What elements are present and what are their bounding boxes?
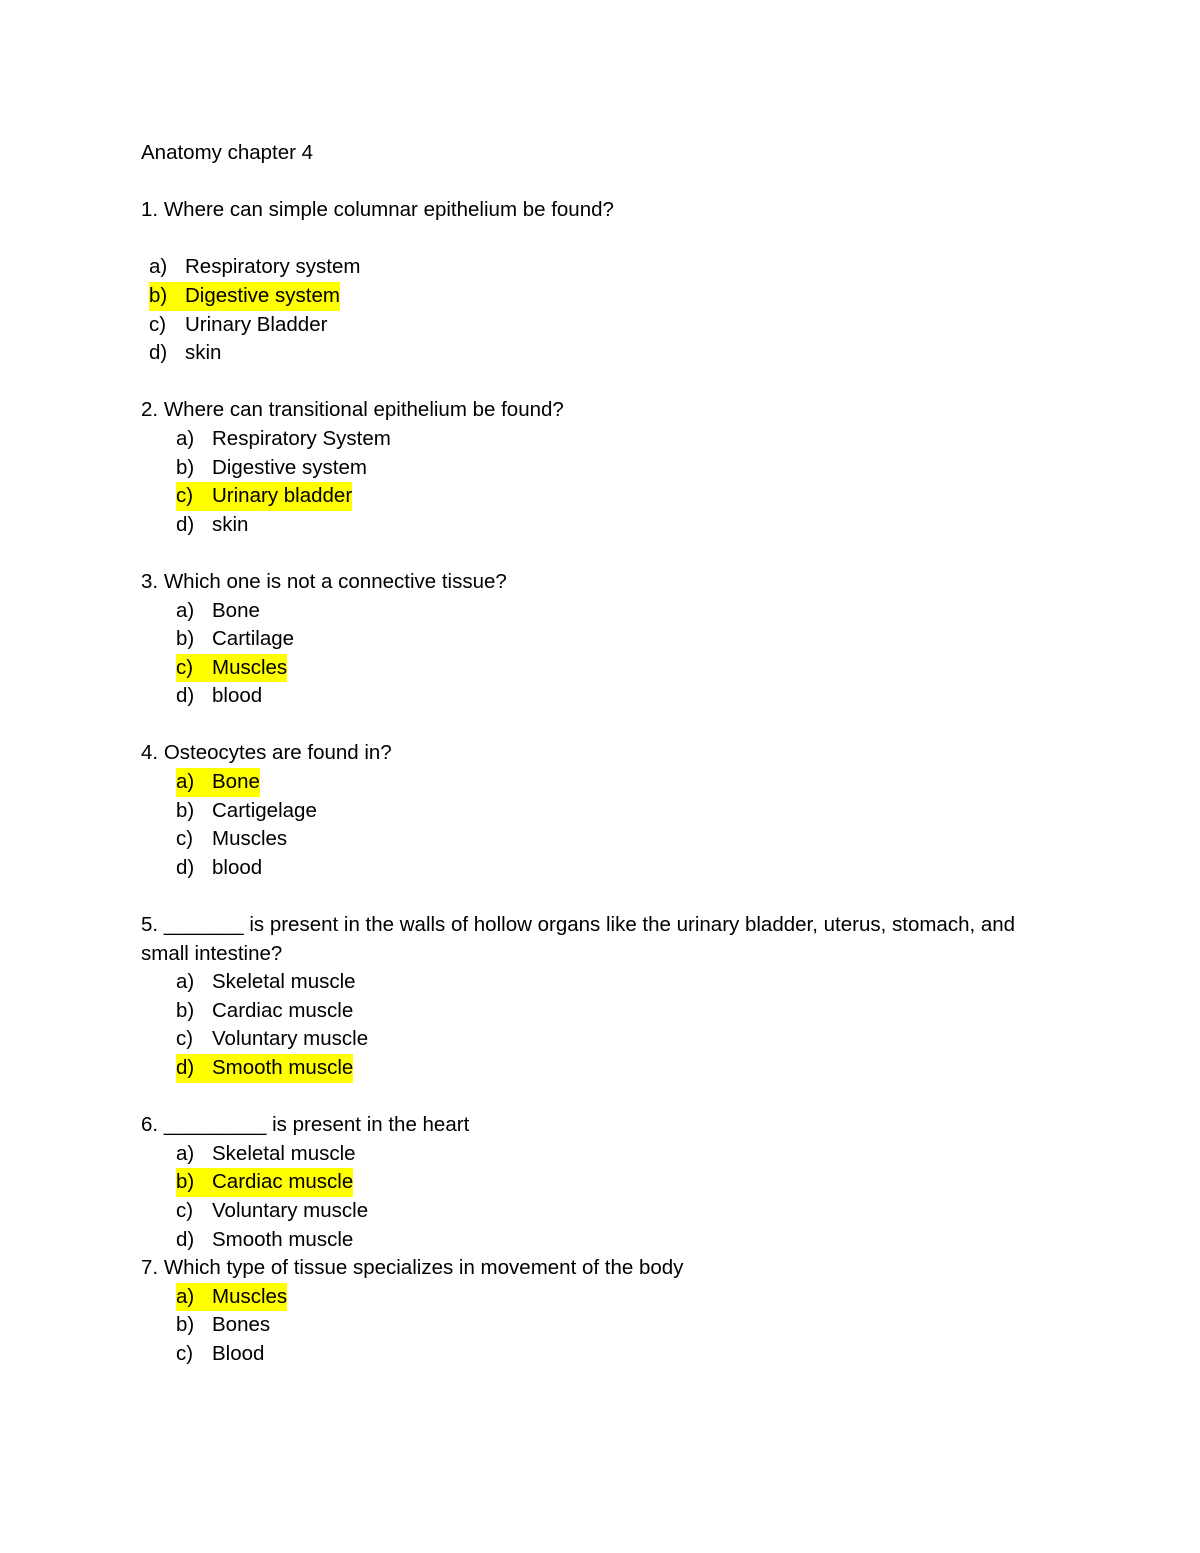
option-d — [149, 339, 1101, 368]
option-content: a) Respiratory system — [149, 255, 361, 279]
options-list — [141, 768, 1101, 882]
spacer — [141, 1083, 1101, 1112]
option-a — [176, 1283, 1101, 1312]
question-3 — [141, 568, 1101, 711]
options-list — [141, 1283, 1101, 1369]
option-content-highlighted: a) Bone — [176, 768, 260, 797]
question-4 — [141, 739, 1101, 882]
option-b — [176, 454, 1101, 483]
option-content-highlighted: c) Urinary bladder — [176, 482, 352, 511]
option-content: d) skin — [149, 341, 222, 365]
document-title: Anatomy chapter 4 — [141, 141, 314, 164]
spacer — [141, 225, 1101, 254]
option-b — [176, 797, 1101, 826]
option-b — [176, 997, 1101, 1026]
question-5 — [141, 911, 1101, 1083]
question-text: 4. Osteocytes are found in? — [141, 741, 392, 765]
option-c — [149, 311, 1101, 340]
option-content: c) Blood — [176, 1341, 265, 1365]
question-6 — [141, 1111, 1101, 1254]
option-content: d) blood — [176, 684, 263, 708]
question-1 — [141, 196, 1101, 368]
option-content-highlighted: b) Cardiac muscle — [176, 1168, 353, 1197]
question-text: 6. _________ is present in the heart — [141, 1113, 470, 1137]
option-c — [176, 825, 1101, 854]
option-content: b) Digestive system — [176, 455, 367, 479]
option-content: d) blood — [176, 855, 263, 879]
question-text: 1. Where can simple columnar epithelium be found? — [141, 198, 614, 222]
option-content: b) Cardiac muscle — [176, 998, 354, 1022]
option-content: a) Bone — [176, 598, 260, 622]
option-content: a) Respiratory System — [176, 426, 391, 450]
option-content: c) Urinary Bladder — [149, 312, 328, 336]
option-content-highlighted: a) Muscles — [176, 1283, 287, 1312]
option-content-highlighted: d) Smooth muscle — [176, 1054, 353, 1083]
option-content: b) Bones — [176, 1313, 271, 1337]
option-content: b) Cartigelage — [176, 798, 317, 822]
spacer — [141, 882, 1101, 911]
option-d — [176, 511, 1101, 540]
options-list — [141, 253, 1101, 367]
question-text: 5. _______ is present in the walls of hollow organs like the urinary bladder, uterus, stomach, and small intestine? — [141, 913, 1016, 965]
option-c — [176, 654, 1101, 683]
option-c — [176, 1340, 1101, 1369]
options-list — [141, 968, 1101, 1082]
option-a — [176, 425, 1101, 454]
option-content: a) Skeletal muscle — [176, 1141, 356, 1165]
question-text: 7. Which type of tissue specializes in movement of the body — [141, 1256, 684, 1280]
option-a — [176, 1140, 1101, 1169]
option-c — [176, 482, 1101, 511]
options-list — [141, 597, 1101, 711]
option-content-highlighted: b) Digestive system — [149, 282, 340, 311]
option-content: c) Voluntary muscle — [176, 1027, 369, 1051]
option-c — [176, 1025, 1101, 1054]
option-content: b) Cartilage — [176, 627, 295, 651]
option-content: c) Muscles — [176, 827, 288, 851]
option-content: a) Skeletal muscle — [176, 970, 356, 994]
option-b — [176, 1168, 1101, 1197]
question-text: 3. Which one is not a connective tissue? — [141, 569, 507, 593]
spacer — [141, 539, 1101, 568]
question-2 — [141, 396, 1101, 539]
spacer — [141, 168, 1101, 197]
option-b — [149, 282, 1101, 311]
option-b — [176, 625, 1101, 654]
option-a — [176, 768, 1101, 797]
options-list — [141, 425, 1101, 539]
option-content: d) skin — [176, 512, 249, 536]
option-a — [149, 253, 1101, 282]
option-content-highlighted: c) Muscles — [176, 654, 287, 683]
spacer — [141, 368, 1101, 397]
option-d — [176, 1054, 1101, 1083]
option-b — [176, 1311, 1101, 1340]
document-page — [141, 139, 1101, 1369]
option-content: c) Voluntary muscle — [176, 1198, 369, 1222]
options-list — [141, 1140, 1101, 1254]
option-a — [176, 597, 1101, 626]
option-d — [176, 854, 1101, 883]
question-text: 2. Where can transitional epithelium be found? — [141, 398, 564, 422]
option-c — [176, 1197, 1101, 1226]
spacer — [141, 711, 1101, 740]
question-7 — [141, 1254, 1101, 1368]
option-d — [176, 1226, 1101, 1255]
option-d — [176, 682, 1101, 711]
option-content: d) Smooth muscle — [176, 1227, 354, 1251]
option-a — [176, 968, 1101, 997]
